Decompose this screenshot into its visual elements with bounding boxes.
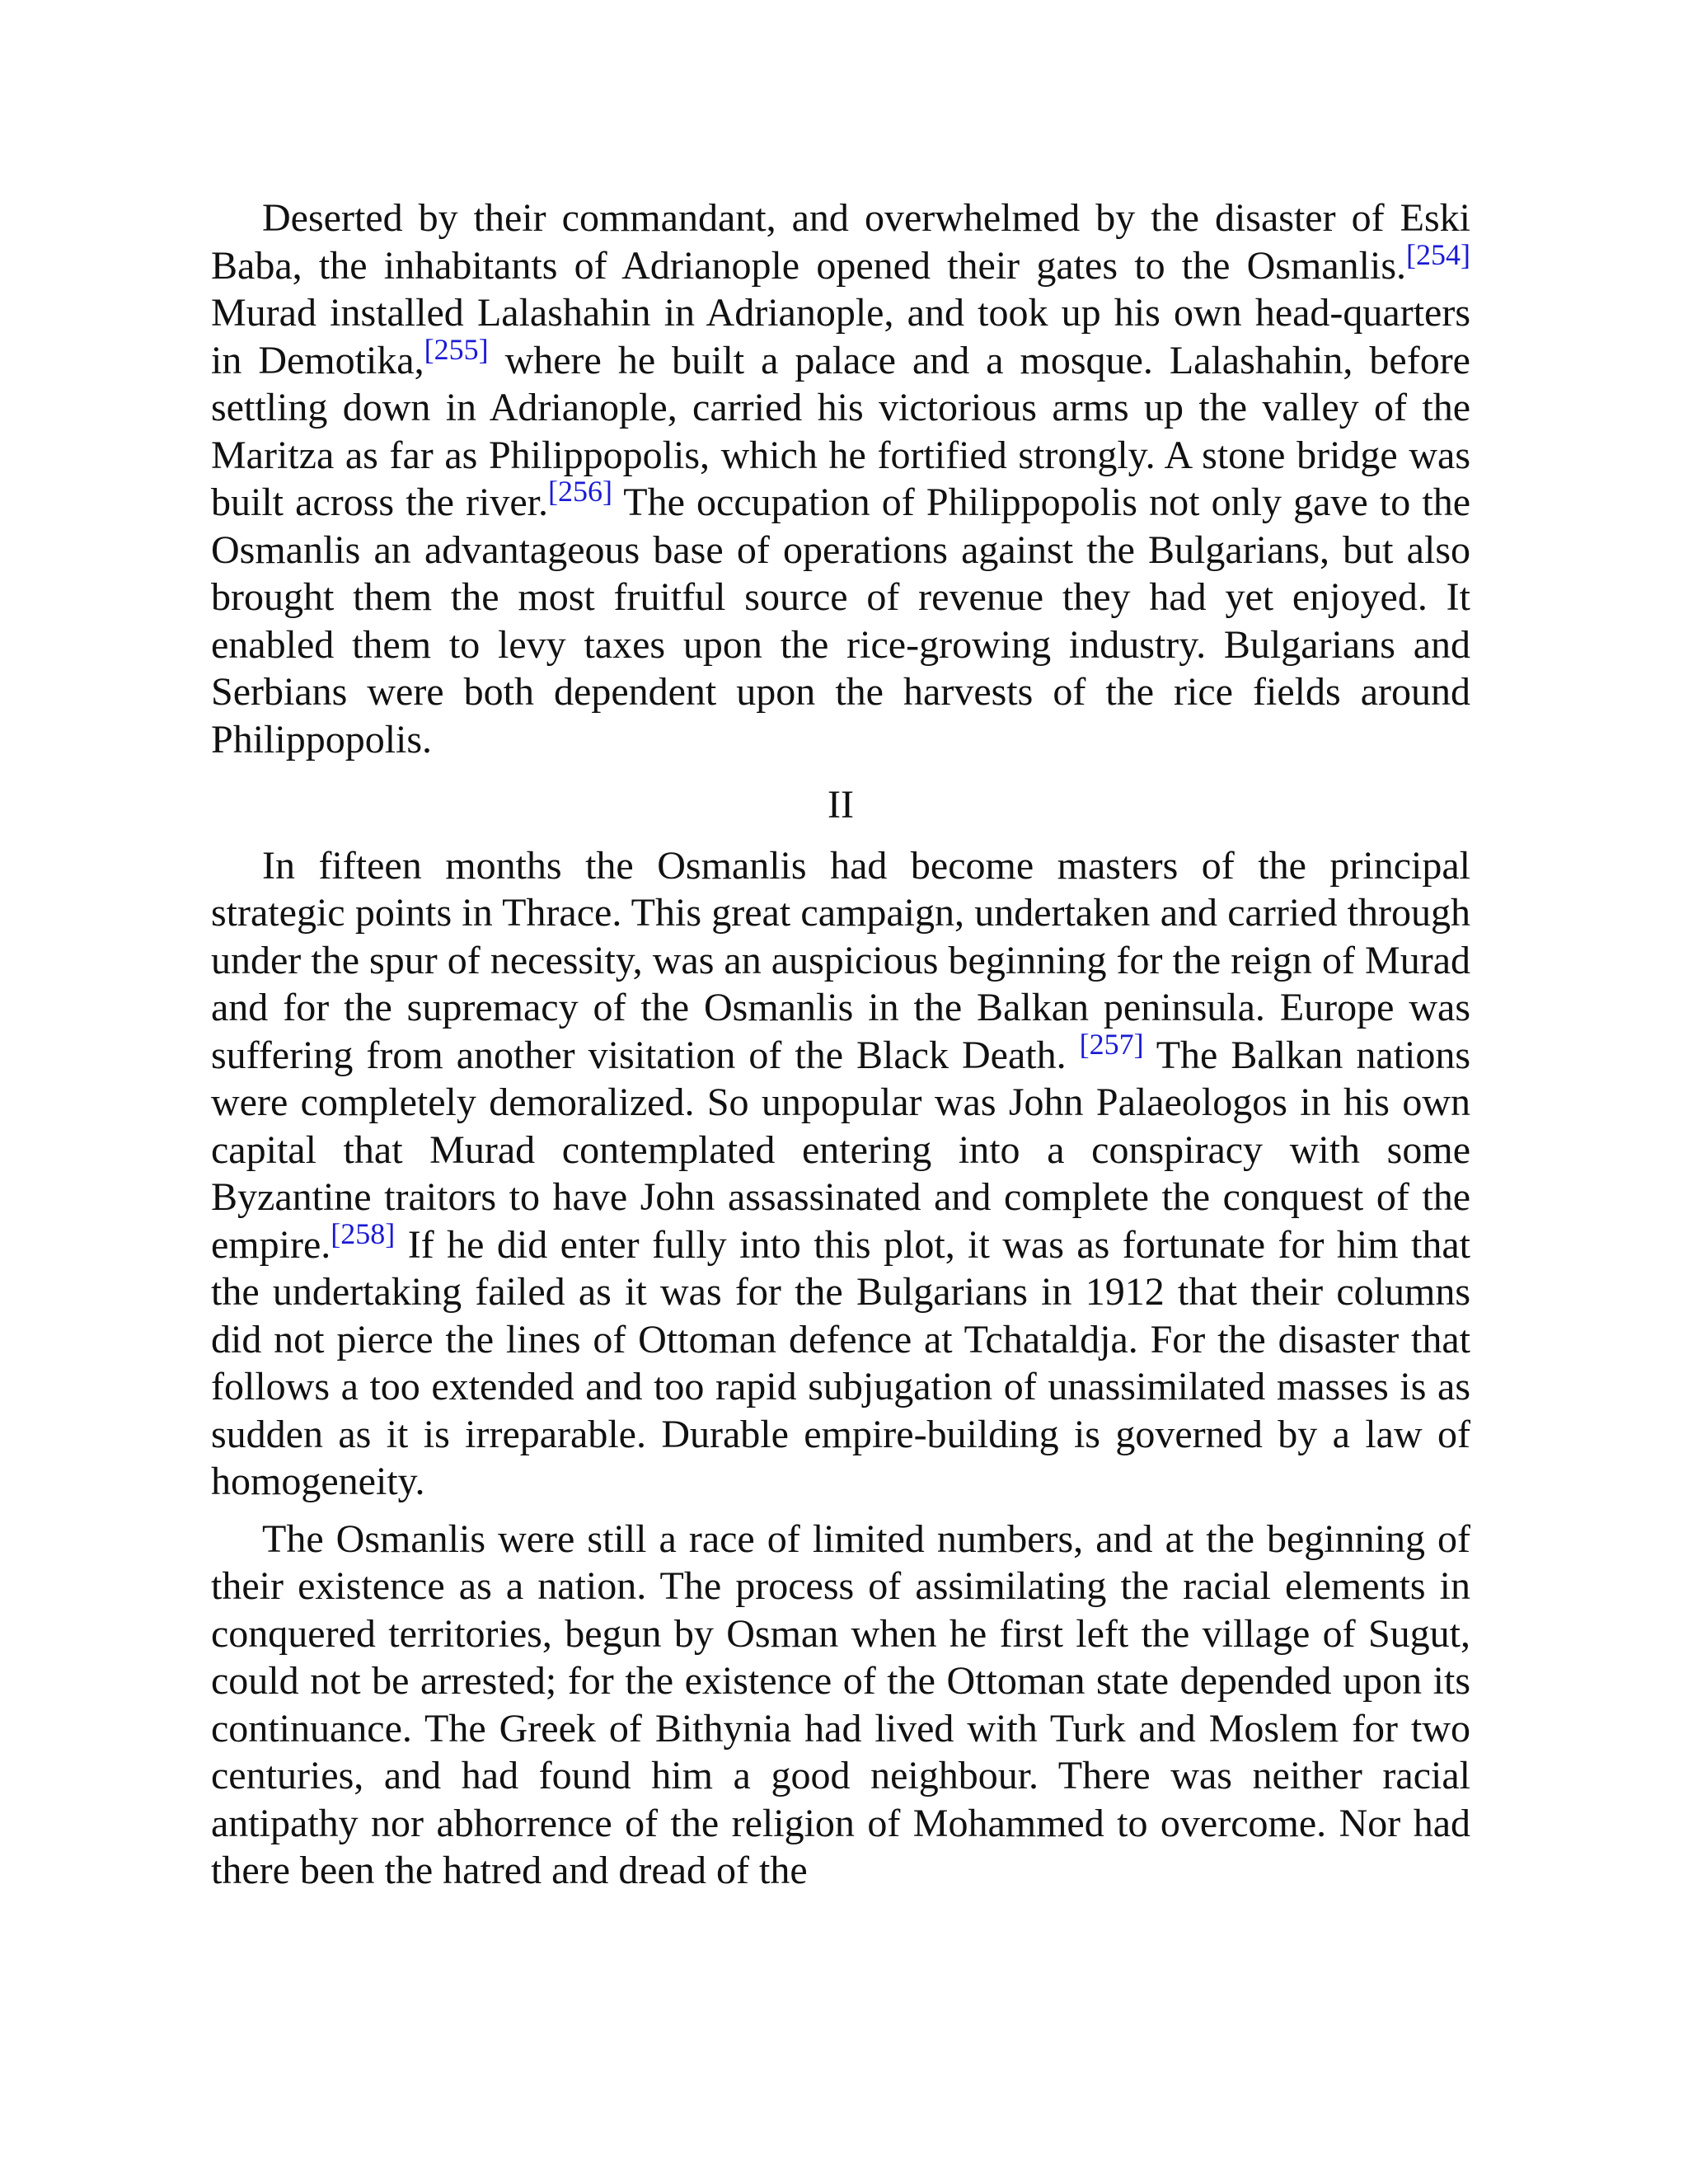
paragraph: [211, 1516, 1470, 1895]
paragraph-text: The Osmanlis were still a race of limited numbers, and at the beginning of their existence as a nation. The process of assimilating the racial elements in conquered territories, begun by Osman when he first left the village of Sugut, could not be arrested; for the existence of the Ottoman state depended upon its continuance. The Greek of Bithynia had lived with Turk and Moslem for two centuries, and had found him a good neighbour. There was neither racial antipathy nor abhorrence of the religion of Mohammed to overcome. Nor had there been the hatred and dread of the: [211, 1516, 1470, 1892]
footnote-link[interactable]: [258]: [331, 1216, 396, 1250]
paragraph-text: Murad installed Lalashahin in Adrianople, and took up his own head-quarters in Demotika,: [211, 291, 1470, 382]
footnote-link[interactable]: [256]: [548, 475, 612, 508]
paragraph-text: The occupation of Philippopolis not only gave to the Osmanlis an advantageous base of operations against the Bulgarians, but also brought them the most fruitful source of revenue they had yet enjoyed. It enabled them to levy taxes upon the rice-growing industry. Bulgarians and Serbians were both dependent upon the harvests of the rice fields around Philippopolis.: [211, 480, 1470, 762]
section-heading: II: [828, 783, 854, 827]
paragraph-text: where he built a palace and a mosque. Lalashahin, before settling down in Adrianople, carried his victorious arms up the valley of the Maritza as far as Philippopolis, which he fortified strongly. A stone bridge was built across the river.: [211, 338, 1470, 524]
paragraph: [211, 194, 1470, 763]
paragraph-text: If he did enter fully into this plot, it was as fortunate for him that the undertaking failed as it was for the Bulgarians in 1912 that their columns did not pierce the lines of Ottoman defence at Tchataldja. For the disaster that follows a too extended and too rapid subjugation of unassimilated masses is as sudden as it is irreparable. Durable empire-building is governed by a law of homogeneity.: [211, 1222, 1470, 1503]
paragraph-group-1: [211, 194, 1470, 763]
paragraph-text: The Balkan nations were completely demoralized. So unpopular was John Palaeologos in his own capital that Murad contemplated entering into a conspiracy with some Byzantine traitors to have John assassinated and complete the conquest of the empire.: [211, 1033, 1471, 1267]
footnote-link[interactable]: [255]: [424, 332, 489, 366]
paragraph: [211, 842, 1470, 1506]
paragraph-group-2: [211, 842, 1470, 1895]
page-content: [211, 194, 1470, 1895]
paragraph-text: Deserted by their commandant, and overwhelmed by the disaster of Eski Baba, the inhabitants of Adrianople opened their gates to the Osmanlis.: [211, 196, 1470, 288]
paragraph-text: In fifteen months the Osmanlis had become masters of the principal strategic points in Thrace. This great campaign, undertaken and carried through under the spur of necessity, was an auspicious beginning for the reign of Murad and for the supremacy of the Osmanlis in the Balkan peninsula. Europe was suffering from another visitation of the Black Death.: [211, 843, 1470, 1077]
footnote-link[interactable]: [254]: [1406, 237, 1470, 271]
footnote-link[interactable]: [257]: [1079, 1027, 1144, 1061]
